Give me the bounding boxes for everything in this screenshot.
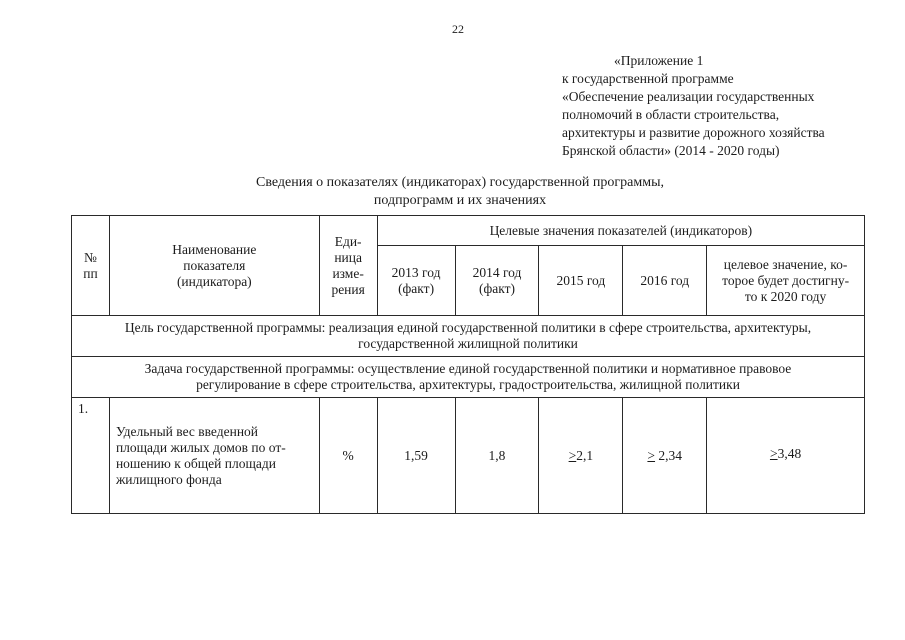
header-name-line: Наименование <box>172 241 257 257</box>
year-label: 2015 год <box>556 272 606 288</box>
page-number: 22 <box>452 22 464 36</box>
header-unit <box>319 216 377 316</box>
row-value-2014: 1,8 <box>455 398 539 514</box>
goal-line: Цель государственной программы: реализация единой государственной политики в сфере строительства, архитектуры, <box>124 320 812 335</box>
row-value-2015 <box>539 398 623 514</box>
header-num <box>72 216 110 316</box>
header-unit-line: ница <box>334 249 362 265</box>
row-unit: % <box>319 398 377 514</box>
header-num-line: пп <box>83 265 98 281</box>
appendix-line: архитектуры и развитие дорожного хозяйства <box>562 125 825 140</box>
header-year-2016 <box>623 246 707 316</box>
ge-sign: > <box>647 447 656 463</box>
header-name-line: (индикатора) <box>176 273 252 289</box>
task-line: регулирование в сфере строительства, архитектуры, градостроительства, жилищной политики <box>196 377 740 392</box>
header-target-2020 <box>707 246 865 316</box>
appendix-header <box>562 52 825 160</box>
appendix-line: к государственной программе <box>562 71 734 86</box>
indicator-name-line: Удельный вес введенной <box>115 423 259 439</box>
value-text: 3,48 <box>777 446 802 461</box>
header-name <box>109 216 319 316</box>
header-unit-line: Еди- <box>334 233 362 249</box>
indicator-name-line: жилищного фонда <box>115 471 222 487</box>
indicators-table <box>71 215 865 514</box>
task-cell <box>72 357 865 398</box>
year-note: (факт) <box>398 280 435 296</box>
header-year-2015 <box>539 246 623 316</box>
value-text: 2,34 <box>655 447 683 463</box>
appendix-line: «Приложение 1 <box>614 53 704 68</box>
year-note: (факт) <box>478 280 515 296</box>
row-indicator-name <box>109 398 319 514</box>
target-line: целевое значение, ко- <box>723 256 848 272</box>
row-value-2016 <box>623 398 707 514</box>
row-number: 1. <box>72 398 110 514</box>
row-value-target <box>707 398 865 514</box>
ge-sign: > <box>769 446 778 461</box>
value-text: 2,1 <box>576 447 594 463</box>
indicator-name-line: ношению к общей площади <box>115 455 276 471</box>
header-unit-line: рения <box>331 281 365 297</box>
title-line: подпрограмм и их значениях <box>373 193 547 208</box>
task-row <box>72 357 865 398</box>
target-line: торое будет достигну- <box>722 272 850 288</box>
goal-row <box>72 316 865 357</box>
header-name-line: показателя <box>183 257 246 273</box>
ge-sign: > <box>568 447 577 463</box>
header-unit-line: изме- <box>332 265 364 281</box>
year-label: 2014 год <box>472 264 522 280</box>
header-num-line: № <box>84 249 97 265</box>
document-title <box>180 174 740 210</box>
task-line: Задача государственной программы: осуществление единой государственной политики и нормативное правовое <box>144 361 792 376</box>
year-label: 2013 год <box>391 264 441 280</box>
title-line: Сведения о показателях (индикаторах) государственной программы, <box>256 175 664 190</box>
header-row <box>72 216 865 246</box>
year-label: 2016 год <box>640 272 690 288</box>
appendix-line: «Обеспечение реализации государственных <box>562 89 815 104</box>
header-target-values: Целевые значения показателей (индикаторов) <box>377 216 864 246</box>
header-year-2014 <box>455 246 539 316</box>
row-value-2013: 1,59 <box>377 398 455 514</box>
header-year-2013 <box>377 246 455 316</box>
appendix-line: Брянской области» (2014 - 2020 годы) <box>562 143 780 158</box>
table-row <box>72 398 865 514</box>
appendix-line: полномочий в области строительства, <box>562 107 780 122</box>
indicator-name-line: площади жилых домов по от- <box>115 439 286 455</box>
goal-line: государственной жилищной политики <box>358 336 578 351</box>
goal-cell <box>72 316 865 357</box>
target-line: то к 2020 году <box>744 288 827 304</box>
